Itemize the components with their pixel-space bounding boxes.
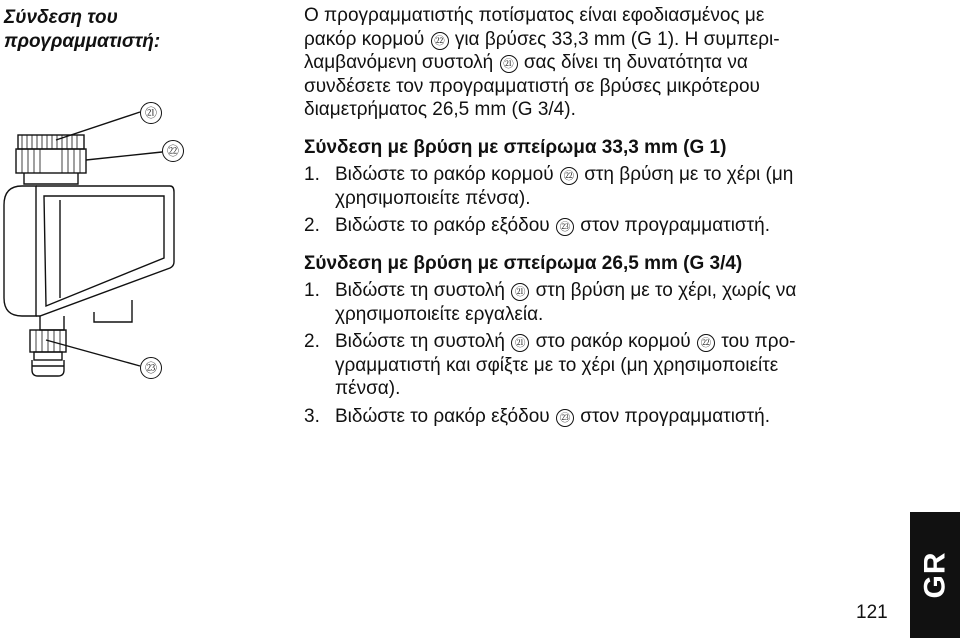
step-number: 1.	[304, 164, 320, 185]
intro-text: για βρύσες 33,3 mm (G 1). Η συμπερι-	[454, 28, 780, 50]
step-number: 1.	[304, 280, 320, 301]
water-timer-illustration	[0, 95, 200, 395]
step-number: 2.	[304, 331, 320, 352]
step-text: στη βρύση με το χέρι, χωρίς να	[535, 280, 797, 301]
step-text: στο ρακόρ κορμού	[535, 331, 691, 352]
section2-heading: Σύνδεση με βρύση με σπείρωμα 26,5 mm (G 3/4)	[304, 252, 743, 274]
marker-22: ㉒	[560, 167, 578, 185]
page-number: 121	[856, 602, 888, 623]
callout-21: ㉑	[140, 102, 162, 124]
intro-paragraph	[304, 4, 864, 122]
marker-21: ㉑	[511, 334, 529, 352]
section2-step3	[304, 405, 864, 429]
step-number: 3.	[304, 405, 320, 427]
language-code: GR	[918, 551, 951, 599]
marker-23: ㉓	[556, 409, 574, 427]
step-text: στη βρύση με το χέρι (μη	[584, 164, 794, 185]
intro-text: ρακόρ κορμού	[304, 28, 425, 50]
section1-step2	[304, 214, 864, 238]
instructions-text	[304, 4, 864, 428]
language-tab	[910, 512, 960, 638]
marker-23: ㉓	[556, 218, 574, 236]
section2-step1	[304, 279, 864, 326]
step-text: του προ-	[721, 331, 796, 352]
intro-text: σας δίνει τη δυνατότητα να	[523, 52, 748, 73]
side-heading	[4, 6, 160, 54]
side-heading-line2: προγραμματιστή:	[4, 31, 161, 52]
intro-line: διαμετρήματος 26,5 mm (G 3/4).	[304, 99, 576, 120]
step-text: Βιδώστε το ρακόρ εξόδου	[335, 405, 550, 427]
marker-21: ㉑	[500, 55, 518, 73]
step-text: γραμματιστή και σφίξτε με το χέρι (μη χρησιμοποιείτε	[335, 354, 779, 376]
side-heading-line1: Σύνδεση του	[4, 7, 118, 28]
intro-line: συνδέσετε τον προγραμματιστή σε βρύσες μικρότερου	[304, 75, 760, 97]
section2-step2	[304, 330, 864, 401]
callout-22: ㉒	[162, 140, 184, 162]
intro-line: Ο προγραμματιστής ποτίσματος είναι εφοδιασμένος με	[304, 5, 765, 26]
callout-23: ㉓	[140, 357, 162, 379]
step-number: 2.	[304, 215, 320, 236]
step-text: πένσα).	[335, 378, 401, 399]
step-text: στον προγραμματιστή.	[580, 215, 770, 236]
section1-step1	[304, 163, 864, 210]
step-text: στον προγραμματιστή.	[580, 405, 770, 427]
step-text: Βιδώστε το ρακόρ κορμού	[335, 164, 554, 185]
marker-22: ㉒	[697, 334, 715, 352]
step-text: Βιδώστε τη συστολή	[335, 280, 505, 301]
marker-22: ㉒	[431, 32, 449, 50]
step-text: Βιδώστε το ρακόρ εξόδου	[335, 215, 550, 236]
step-text: χρησιμοποιείτε εργαλεία.	[335, 303, 544, 325]
intro-text: λαμβανόμενη συστολή	[304, 52, 494, 73]
step-text: Βιδώστε τη συστολή	[335, 331, 505, 352]
section1-heading: Σύνδεση με βρύση με σπείρωμα 33,3 mm (G 1)	[304, 136, 727, 158]
step-text: χρησιμοποιείτε πένσα).	[335, 187, 531, 209]
marker-21: ㉑	[511, 283, 529, 301]
